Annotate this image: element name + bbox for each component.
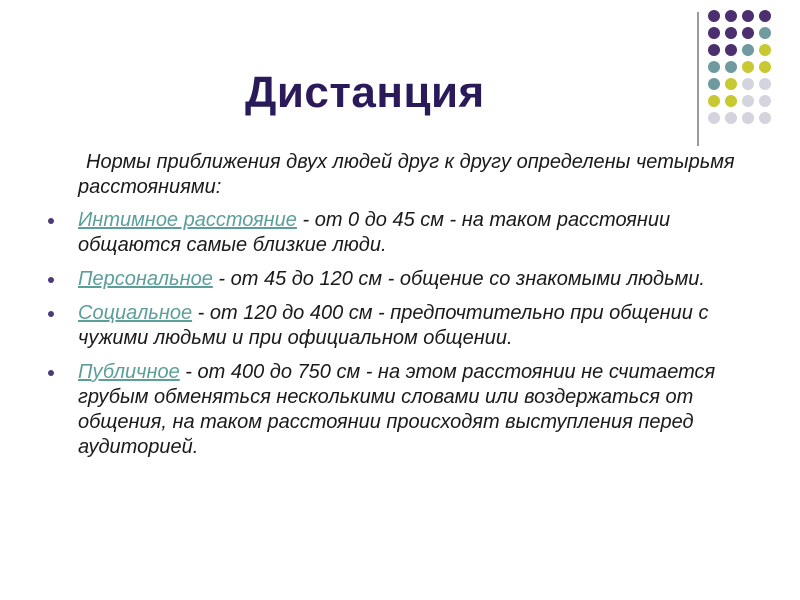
term-link-intimate[interactable]: Интимное расстояние: [78, 209, 297, 231]
decorative-dot: [725, 27, 737, 39]
list-item-personal: [48, 267, 748, 292]
decorative-dot: [759, 112, 771, 124]
decorative-dot: [742, 112, 754, 124]
decorative-dot: [725, 10, 737, 22]
decorative-dot: [742, 27, 754, 39]
list-item-intimate: [48, 208, 748, 258]
list-item-public: [48, 360, 748, 460]
decorative-dot: [725, 95, 737, 107]
bullet-icon: [48, 311, 54, 317]
bullet-icon: [48, 277, 54, 283]
decorative-dot: [759, 44, 771, 56]
slide-title: Дистанция: [245, 68, 485, 117]
decorative-dot: [708, 27, 720, 39]
decorative-dot: [742, 95, 754, 107]
decorative-dot: [725, 112, 737, 124]
decorative-dot: [725, 44, 737, 56]
distance-list: [48, 208, 748, 460]
bullet-icon: [48, 218, 54, 224]
decorative-dot-grid: [708, 10, 788, 130]
term-link-public[interactable]: Публичное: [78, 361, 180, 383]
decorative-dot: [759, 78, 771, 90]
decorative-dot: [742, 61, 754, 73]
decorative-dot: [742, 78, 754, 90]
decorative-dot: [725, 61, 737, 73]
decorative-dot: [708, 10, 720, 22]
item-text: - от 0 до 45 см - на таком расстоянии общаются самые близкие люди.: [78, 209, 671, 256]
slide-content: [48, 150, 748, 469]
decorative-dot: [708, 112, 720, 124]
term-link-personal[interactable]: Персональное: [78, 268, 213, 290]
decorative-dot: [742, 44, 754, 56]
intro-text: Нормы приближения двух людей друг к другу определены четырьмя расстояниями:: [78, 151, 735, 198]
decorative-dot: [708, 95, 720, 107]
decorative-dot: [708, 78, 720, 90]
list-item-social: [48, 301, 748, 351]
decorative-dot: [759, 61, 771, 73]
bullet-icon: [48, 370, 54, 376]
decorative-dot: [742, 10, 754, 22]
decorative-dot: [708, 61, 720, 73]
item-text: - от 120 до 400 см - предпочтительно при общении с чужими людьми и при официальном общении.: [78, 302, 709, 349]
decorative-dot: [708, 44, 720, 56]
item-text: - от 400 до 750 см - на этом расстоянии не считается грубым обменяться несколькими словами или воздержаться от общения, на таком расстоянии происходят выступления перед аудиторией.: [78, 361, 716, 458]
decorative-dot: [759, 10, 771, 22]
decorative-dot: [759, 27, 771, 39]
vertical-divider: [697, 12, 699, 146]
item-text: - от 45 до 120 см - общение со знакомыми людьми.: [212, 268, 705, 290]
decorative-dot: [759, 95, 771, 107]
term-link-social[interactable]: Социальное: [78, 302, 193, 324]
decorative-dot: [725, 78, 737, 90]
